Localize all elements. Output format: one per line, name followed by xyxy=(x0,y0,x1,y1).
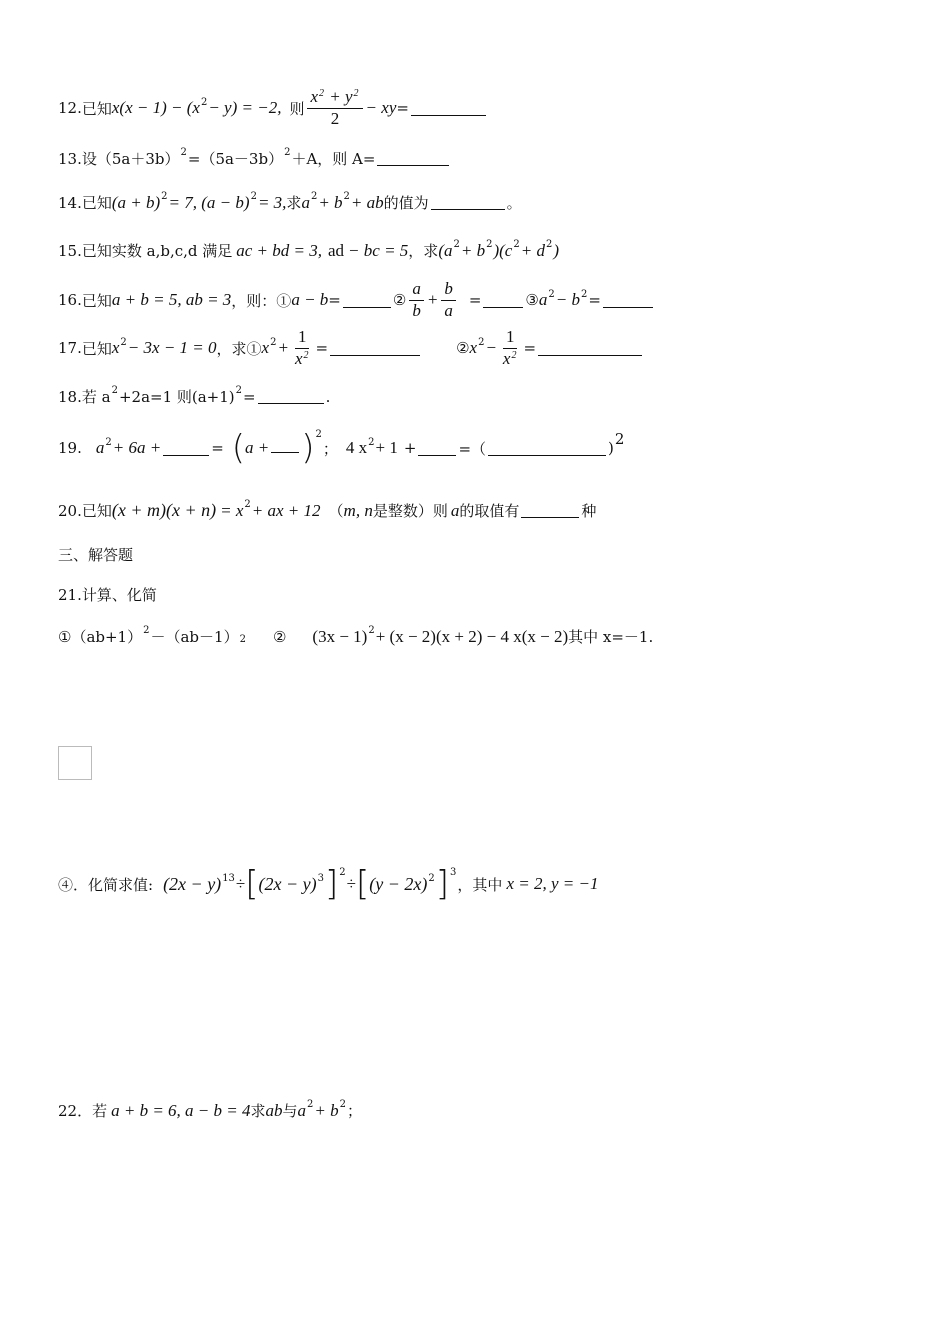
answer-blank[interactable] xyxy=(431,195,505,210)
question-16: 16. 已知 a + b = 5, ab = 3 ，则：① a − b = ② $\frac{a}{b}$ + $\frac{b}{a}$ = ③ a 2 − b 2 = xyxy=(58,280,655,320)
question-22: 22．若 a + b = 6, a − b = 4 求 ab 与 a 2 + b 2 ； xyxy=(58,1099,363,1120)
answer-blank[interactable] xyxy=(271,443,299,453)
question-number: 12. xyxy=(58,99,82,118)
question-17: 17. 已知 x 2 − 3x − 1 = 0 ，求① x 2 + $\frac{1}{x^2}$ = ② x 2 − $\frac{1}{x^2}$ = xyxy=(58,328,644,368)
question-21-parts: ①（ab+1） 2 －（ab－1） 2 ② (3x − 1) 2 + (x − 2)(x + 2) − 4 x(x − 2) 其中 x=－1. xyxy=(58,625,654,646)
answer-blank[interactable] xyxy=(521,503,579,518)
fraction: $\frac{1}{x^2}$ xyxy=(294,327,309,368)
question-20: 20. 已知 (x + m)(x + n) = x 2 + ax + 12 （ m, n 是整数）则 a 的取值有 种 xyxy=(58,499,597,520)
answer-blank[interactable] xyxy=(343,293,391,308)
answer-blank[interactable] xyxy=(418,441,456,456)
question-18: 18.若 a 2 +2a=1 则(a+1) 2 = . xyxy=(58,385,331,406)
answer-blank[interactable] xyxy=(163,441,209,456)
answer-blank[interactable] xyxy=(258,389,324,404)
fraction: $\frac{b}{a}$ xyxy=(441,280,456,320)
fraction: $\frac{a}{b}$ xyxy=(409,280,424,320)
answer-blank[interactable] xyxy=(411,101,486,116)
question-12: 12. 已知 x(x − 1) − (x 2 − y) = −2, 则 $\frac{x^2 + y^2}{2}$ − xy = xyxy=(58,88,488,128)
image-placeholder xyxy=(58,746,92,780)
question-14: 14. 已知 (a + b) 2 = 7, (a − b) 2 = 3, 求 a 2 + b 2 + ab 的值为 。 xyxy=(58,191,522,212)
question-21-title: 21.计算、化简 xyxy=(58,586,157,604)
section-title: 三、解答题 xyxy=(58,546,134,564)
fraction: $\frac{1}{x^2}$ xyxy=(502,327,517,368)
question-19: 19. a 2 + 6a + = ( a + ) 2 ； 4 x 2 + 1 + =（ ) 2 xyxy=(58,428,625,468)
question-15: 15. 已知实数 a,b,c,d 满足 ac + bd = 3, ad − bc = 5 ，求 (a 2 + b 2 )(c 2 + d 2 ) xyxy=(58,239,559,260)
answer-blank[interactable] xyxy=(488,441,606,456)
question-13: 13.设（5a＋3b） 2 =（5a－3b） 2 ＋A，则 A= xyxy=(58,148,451,169)
answer-blank[interactable] xyxy=(330,341,420,356)
fraction: $\frac{x^2 + y^2}{2}$ xyxy=(307,88,362,128)
answer-blank[interactable] xyxy=(538,341,642,356)
question-21-part-4: ④．化简求值: (2x − y) 13 ÷ [ (2x − y) 3 ] 2 ÷ [ (y − 2x) 2 ] 3 ，其中 x = 2, y = −1 xyxy=(58,864,599,904)
answer-blank[interactable] xyxy=(483,293,523,308)
answer-blank[interactable] xyxy=(377,151,449,166)
answer-blank[interactable] xyxy=(603,293,653,308)
